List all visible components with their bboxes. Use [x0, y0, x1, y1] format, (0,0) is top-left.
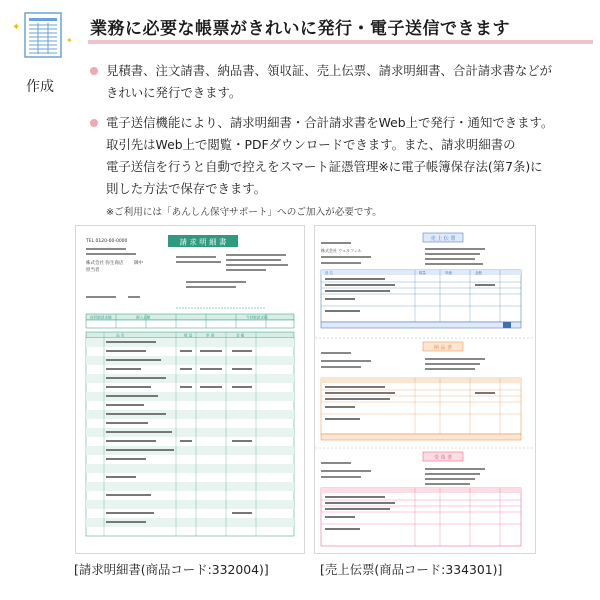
doc-text: 単価: [445, 271, 452, 275]
feature-line: きれいに発行できます。: [106, 85, 242, 100]
doc-title: 請 求 明 細 書: [179, 237, 227, 247]
stamp-label: 受 領 書: [433, 455, 453, 461]
caption-invoice-statement: [請求明細書(商品コード:332004)]: [74, 562, 269, 577]
feature-list: [90, 60, 590, 218]
sales-slip-sample: [315, 226, 535, 553]
sparkle-icon: ✦: [12, 22, 21, 33]
doc-text: 御入金額: [136, 315, 151, 320]
document-icon: [24, 12, 62, 58]
stamp-label: 納 品 書: [433, 345, 453, 351]
feature-line: 見積書、注文請書、納品書、領収証、売上伝票、請求明細書、合計請求書などが: [106, 63, 553, 78]
doc-text: 株式会社 ウェルフィル: [321, 248, 362, 253]
doc-text: 今回御請求額: [246, 315, 268, 320]
side-label: 作成: [26, 79, 54, 95]
doc-text: 御中: [134, 261, 143, 266]
invoice-statement-sample: [76, 226, 304, 553]
doc-text: 担当者: [86, 268, 100, 273]
doc-text: 品 名: [116, 333, 125, 338]
footnote: ※ご利用には「あんしん保守サポート」へのご加入が必要です。: [106, 207, 382, 218]
doc-text: 金額: [475, 271, 482, 275]
side-panel: [12, 12, 72, 96]
sparkle-icon: ✦: [66, 36, 73, 45]
doc-text: 前回御請求額: [90, 315, 112, 320]
caption-sales-slip: [売上伝票(商品コード:334301)]: [320, 562, 503, 577]
page-title: 業務に必要な帳票がきれいに発行・電子送信できます: [90, 19, 510, 39]
feature-line: 取引先はWeb上で閲覧・PDFダウンロードできます。また、請求明細書の: [106, 137, 516, 152]
doc-text: 単 価: [206, 333, 215, 338]
title-underline: [88, 40, 593, 44]
doc-text: 金 額: [236, 333, 245, 338]
feature-line: 電子送信を行うと自動で控えをスマート証憑管理※に電子帳簿保存法(第7条)に: [106, 159, 543, 174]
feature-line: 電子送信機能により、請求明細書・合計請求書をWeb上で発行・通知できます。: [106, 115, 554, 130]
doc-text: 株式会社 弥生商店: [86, 261, 124, 266]
doc-text: 数量: [419, 271, 426, 275]
feature-item: [90, 60, 590, 104]
doc-text: 数 量: [184, 333, 193, 338]
doc-text: 品 名: [325, 271, 333, 275]
feature-item: [90, 112, 590, 200]
doc-text: TEL 0120-00-0000: [86, 239, 128, 244]
feature-line: 則した方法で保存できます。: [106, 181, 267, 196]
stamp-label: 売 上 伝 票: [430, 236, 456, 242]
